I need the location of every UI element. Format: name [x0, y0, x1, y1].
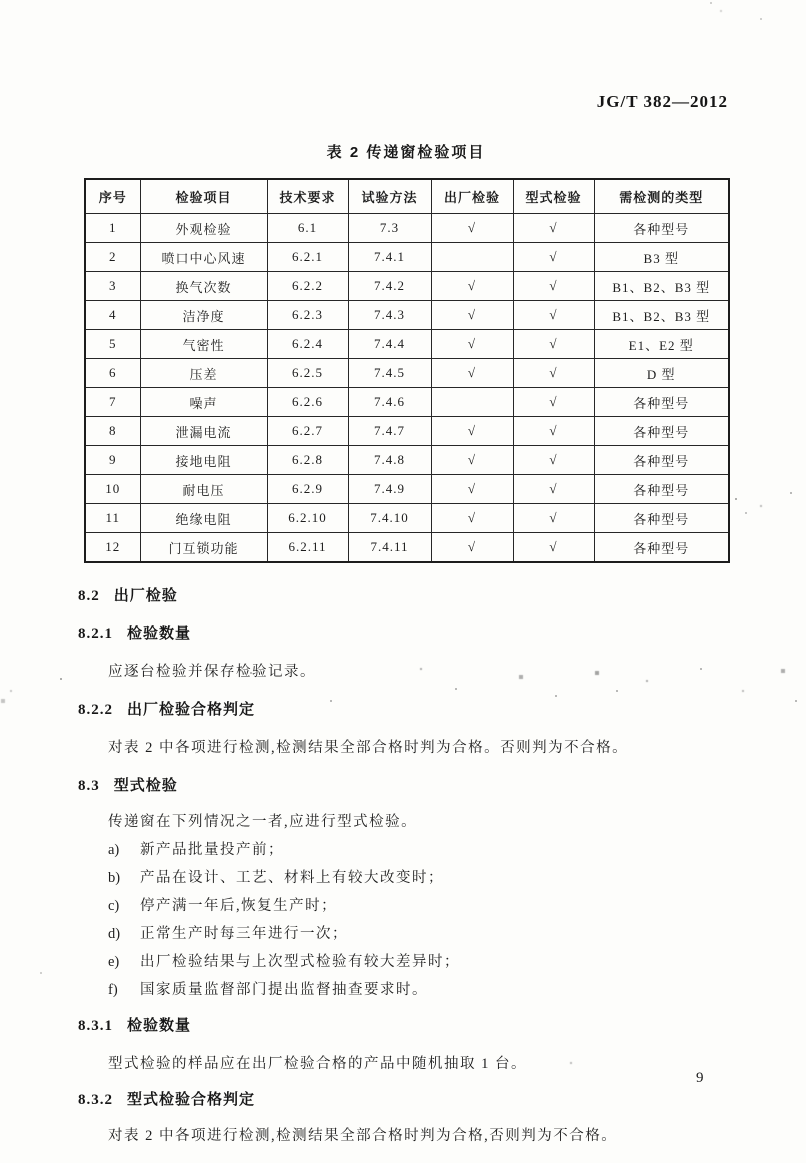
section-title: 型式检验合格判定 — [127, 1091, 256, 1108]
cell-tech: 6.2.3 — [267, 301, 348, 330]
cell-tech: 6.2.1 — [267, 243, 348, 272]
col-header-method: 试验方法 — [348, 179, 431, 214]
cell-no: 3 — [85, 272, 140, 301]
paragraph-8-2-1: 应逐台检验并保存检验记录。 — [108, 664, 316, 680]
section-heading-8-3-2 — [78, 1088, 255, 1109]
cell-item: 喷口中心风速 — [140, 243, 267, 272]
section-number: 8.2.1 — [78, 626, 113, 642]
section-number: 8.3 — [78, 778, 100, 794]
cell-no: 8 — [85, 417, 140, 446]
col-header-factory: 出厂检验 — [431, 179, 513, 214]
section-title: 出厂检验 — [113, 587, 178, 604]
section-number: 8.3.1 — [78, 1018, 113, 1034]
list-item-text: 停产满一年后,恢复生产时； — [140, 898, 338, 914]
table-row — [85, 417, 729, 446]
cell-type-check: √ — [513, 243, 594, 272]
list-item-label: c) — [108, 898, 120, 914]
inspection-items-table — [84, 178, 730, 563]
table-row — [85, 214, 729, 243]
cell-no: 11 — [85, 504, 140, 533]
section-title: 检验数量 — [127, 1017, 192, 1034]
cell-tech: 6.2.6 — [267, 388, 348, 417]
cell-method: 7.4.9 — [348, 475, 431, 504]
cell-type-check: √ — [513, 475, 594, 504]
cell-type-check: √ — [513, 504, 594, 533]
list-item-text: 正常生产时每三年进行一次； — [140, 926, 348, 942]
paragraph-8-3-1: 型式检验的样品应在出厂检验合格的产品中随机抽取 1 台。 — [108, 1056, 527, 1072]
cell-no: 10 — [85, 475, 140, 504]
cell-tech: 6.2.5 — [267, 359, 348, 388]
list-item-c — [108, 894, 337, 915]
cell-models: 各种型号 — [594, 417, 729, 446]
cell-models: D 型 — [594, 359, 729, 388]
cell-factory-check — [431, 388, 513, 417]
cell-no: 2 — [85, 243, 140, 272]
cell-models: B3 型 — [594, 243, 729, 272]
cell-models: B1、B2、B3 型 — [594, 272, 729, 301]
section-heading-8-2-1 — [78, 622, 191, 643]
section-title: 检验数量 — [127, 625, 192, 642]
cell-no: 1 — [85, 214, 140, 243]
col-header-item: 检验项目 — [140, 179, 267, 214]
cell-method: 7.4.4 — [348, 330, 431, 359]
cell-item: 噪声 — [140, 388, 267, 417]
table-title: 表 2 传递窗检验项目 — [326, 144, 486, 161]
cell-no: 9 — [85, 446, 140, 475]
cell-method: 7.4.11 — [348, 533, 431, 563]
cell-item: 换气次数 — [140, 272, 267, 301]
cell-no: 5 — [85, 330, 140, 359]
table-row — [85, 446, 729, 475]
cell-tech: 6.2.4 — [267, 330, 348, 359]
cell-method: 7.4.1 — [348, 243, 431, 272]
table-row — [85, 504, 729, 533]
cell-factory-check: √ — [431, 272, 513, 301]
table-row — [85, 533, 729, 563]
section-heading-8-3 — [78, 774, 178, 795]
cell-factory-check: √ — [431, 533, 513, 563]
cell-item: 耐电压 — [140, 475, 267, 504]
cell-method: 7.4.8 — [348, 446, 431, 475]
section-heading-8-2-2 — [78, 698, 255, 719]
section-number: 8.2.2 — [78, 702, 113, 718]
cell-models: 各种型号 — [594, 388, 729, 417]
section-heading-8-2 — [78, 584, 178, 605]
cell-models: 各种型号 — [594, 214, 729, 243]
cell-method: 7.3 — [348, 214, 431, 243]
cell-type-check: √ — [513, 388, 594, 417]
cell-method: 7.4.5 — [348, 359, 431, 388]
table-header-row — [85, 179, 729, 214]
cell-method: 7.4.10 — [348, 504, 431, 533]
cell-method: 7.4.2 — [348, 272, 431, 301]
list-item-label: a) — [108, 842, 120, 858]
paragraph-8-3: 传递窗在下列情况之一者,应进行型式检验。 — [108, 814, 418, 830]
list-item-a — [108, 838, 284, 859]
cell-method: 7.4.3 — [348, 301, 431, 330]
table-row — [85, 272, 729, 301]
table-row — [85, 475, 729, 504]
cell-no: 7 — [85, 388, 140, 417]
list-item-b — [108, 866, 444, 887]
list-item-e — [108, 950, 460, 971]
cell-item: 绝缘电阻 — [140, 504, 267, 533]
cell-type-check: √ — [513, 359, 594, 388]
col-header-no: 序号 — [85, 179, 140, 214]
cell-item: 门互锁功能 — [140, 533, 267, 563]
cell-tech: 6.2.7 — [267, 417, 348, 446]
cell-factory-check: √ — [431, 330, 513, 359]
cell-type-check: √ — [513, 446, 594, 475]
cell-tech: 6.2.8 — [267, 446, 348, 475]
cell-tech: 6.2.10 — [267, 504, 348, 533]
cell-models: 各种型号 — [594, 504, 729, 533]
section-number: 8.3.2 — [78, 1092, 113, 1108]
cell-item: 气密性 — [140, 330, 267, 359]
section-title: 型式检验 — [113, 777, 178, 794]
scan-noise — [0, 0, 2, 2]
list-item-text: 国家质量监督部门提出监督抽查要求时。 — [140, 982, 428, 998]
section-heading-8-3-1 — [78, 1014, 191, 1035]
cell-type-check: √ — [513, 272, 594, 301]
list-item-d — [108, 922, 348, 943]
cell-models: 各种型号 — [594, 533, 729, 563]
cell-models: 各种型号 — [594, 475, 729, 504]
cell-type-check: √ — [513, 301, 594, 330]
cell-factory-check: √ — [431, 214, 513, 243]
table-row — [85, 243, 729, 272]
table-row — [85, 359, 729, 388]
section-title: 出厂检验合格判定 — [127, 701, 256, 718]
cell-method: 7.4.6 — [348, 388, 431, 417]
cell-item: 泄漏电流 — [140, 417, 267, 446]
cell-type-check: √ — [513, 214, 594, 243]
cell-models: 各种型号 — [594, 446, 729, 475]
paragraph-8-2-2: 对表 2 中各项进行检测,检测结果全部合格时判为合格。否则判为不合格。 — [108, 740, 629, 756]
cell-factory-check: √ — [431, 359, 513, 388]
list-item-text: 新产品批量投产前； — [140, 842, 284, 858]
cell-item: 接地电阻 — [140, 446, 267, 475]
cell-no: 12 — [85, 533, 140, 563]
standard-code: JG/T 382—2012 — [596, 92, 728, 111]
table-row — [85, 388, 729, 417]
col-header-type: 型式检验 — [513, 179, 594, 214]
cell-tech: 6.1 — [267, 214, 348, 243]
cell-item: 压差 — [140, 359, 267, 388]
list-item-label: e) — [108, 954, 120, 970]
list-item-text: 出厂检验结果与上次型式检验有较大差异时； — [140, 954, 460, 970]
list-item-label: d) — [108, 926, 121, 942]
page-number: 9 — [696, 1070, 704, 1086]
cell-models: B1、B2、B3 型 — [594, 301, 729, 330]
cell-no: 4 — [85, 301, 140, 330]
col-header-models: 需检测的类型 — [594, 179, 729, 214]
cell-type-check: √ — [513, 533, 594, 563]
cell-tech: 6.2.2 — [267, 272, 348, 301]
cell-no: 6 — [85, 359, 140, 388]
col-header-tech: 技术要求 — [267, 179, 348, 214]
section-number: 8.2 — [78, 588, 100, 604]
cell-factory-check — [431, 243, 513, 272]
cell-type-check: √ — [513, 417, 594, 446]
cell-factory-check: √ — [431, 504, 513, 533]
cell-models: E1、E2 型 — [594, 330, 729, 359]
cell-factory-check: √ — [431, 446, 513, 475]
table-row — [85, 301, 729, 330]
cell-type-check: √ — [513, 330, 594, 359]
cell-factory-check: √ — [431, 417, 513, 446]
table-row — [85, 330, 729, 359]
cell-factory-check: √ — [431, 475, 513, 504]
list-item-text: 产品在设计、工艺、材料上有较大改变时； — [140, 870, 444, 886]
list-item-f — [108, 978, 428, 999]
list-item-label: b) — [108, 870, 121, 886]
paragraph-8-3-2: 对表 2 中各项进行检测,检测结果全部合格时判为合格,否则判为不合格。 — [108, 1128, 618, 1144]
cell-item: 洁净度 — [140, 301, 267, 330]
cell-method: 7.4.7 — [348, 417, 431, 446]
cell-item: 外观检验 — [140, 214, 267, 243]
cell-tech: 6.2.9 — [267, 475, 348, 504]
cell-tech: 6.2.11 — [267, 533, 348, 563]
list-item-label: f) — [108, 982, 118, 998]
cell-factory-check: √ — [431, 301, 513, 330]
